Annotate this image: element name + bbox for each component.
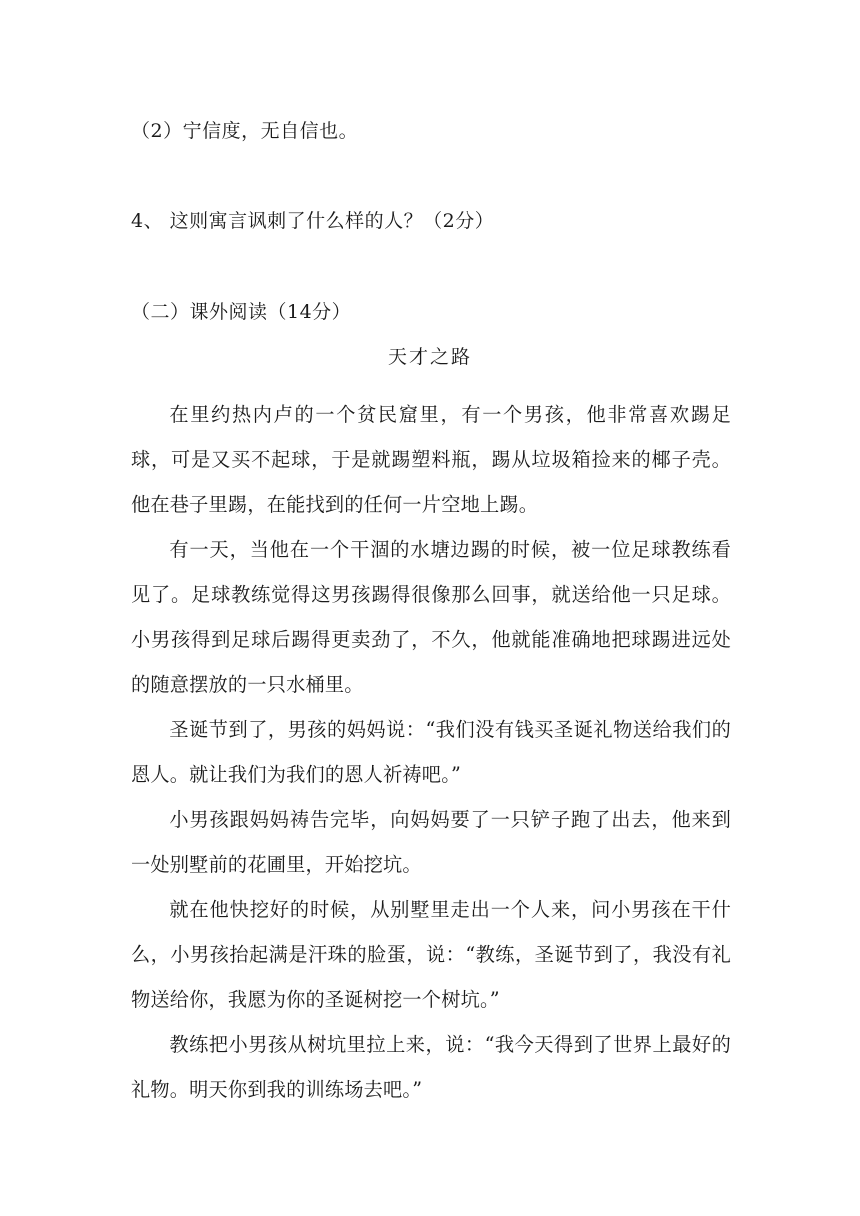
section-heading: （二）课外阅读（14分） bbox=[131, 301, 352, 323]
question-item-2: （2）宁信度，无自信也。 bbox=[131, 120, 359, 142]
story-paragraph-6: 教练把小男孩从树坑里拉上来，说：“我今天得到了世界上最好的礼物。明天你到我的训练场去吧。” bbox=[131, 1033, 731, 1101]
story-paragraph-5: 就在他快挖好的时候，从别墅里走出一个人来，问小男孩在干什么，小男孩抬起满是汗珠的脸蛋，说：“教练，圣诞节到了，我没有礼物送给你，我愿为你的圣诞树挖一个树坑。” bbox=[131, 898, 731, 1011]
story-paragraph-1: 在里约热内卢的一个贫民窟里，有一个男孩，他非常喜欢踢足球，可是又买不起球，于是就踢塑料瓶，踢从垃圾箱捡来的椰子壳。他在巷子里踢，在能找到的任何一片空地上踢。 bbox=[131, 403, 731, 516]
story-paragraph-2: 有一天，当他在一个干涸的水塘边踢的时候，被一位足球教练看见了。足球教练觉得这男孩踢得很像那么回事，就送给他一只足球。小男孩得到足球后踢得更卖劲了，不久，他就能准确地把球踢进远处的随意摆放的一只水桶里。 bbox=[131, 538, 731, 696]
story-paragraph-3: 圣诞节到了，男孩的妈妈说：“我们没有钱买圣诞礼物送给我们的恩人。就让我们为我们的恩人祈祷吧。” bbox=[131, 718, 731, 786]
story-paragraph-4: 小男孩跟妈妈祷告完毕，向妈妈要了一只铲子跑了出去，他来到一处别墅前的花圃里，开始挖坑。 bbox=[131, 808, 731, 876]
question-item-4: 4、 这则寓言讽刺了什么样的人？（2分） bbox=[131, 210, 495, 232]
story-title: 天才之路 bbox=[387, 346, 472, 368]
